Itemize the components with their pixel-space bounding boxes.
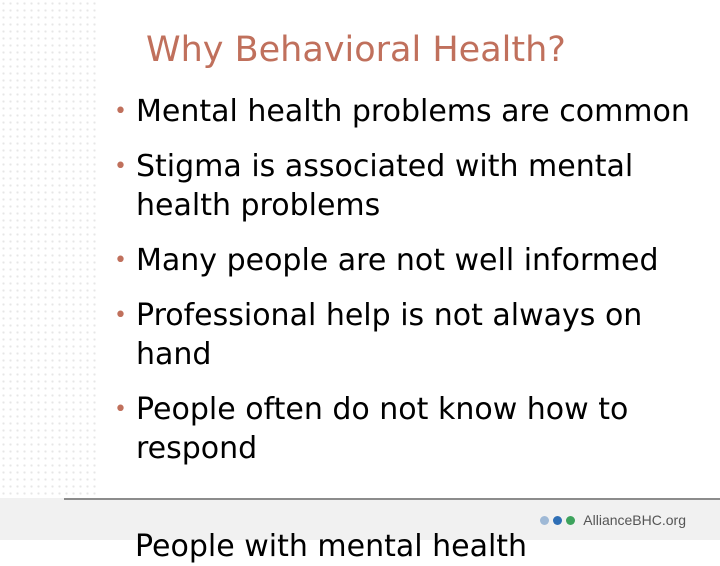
bullet-mark: • [114,99,127,124]
bullet-mark: • [114,303,127,328]
bullet-text: Many people are not well informed [136,243,659,278]
bullet-text: People often do not know how to respond [136,392,629,466]
footer-divider [64,498,720,500]
brand-dot-icon [553,516,562,525]
footer-brand [540,511,686,529]
bullet-item [110,390,710,468]
bullet-text: Mental health problems are common [136,94,690,129]
bullet-mark: • [114,154,127,179]
brand-url: AllianceBHC.org [583,512,686,528]
bullet-text: Professional help is not always on hand [136,298,643,372]
bullet-item [110,147,710,225]
bullet-item [110,296,710,374]
bullet-item [110,241,710,280]
bullet-mark: • [114,397,127,422]
bullet-list [110,92,710,484]
bullet-mark: • [114,248,127,273]
brand-dot-icon [540,516,549,525]
brand-dot-icon [566,516,575,525]
bullet-item [110,92,710,131]
overflow-bullet-text: People with mental health [135,529,528,564]
bullet-text: Stigma is associated with mental health problems [136,149,634,223]
slide-title: Why Behavioral Health? [146,30,566,70]
